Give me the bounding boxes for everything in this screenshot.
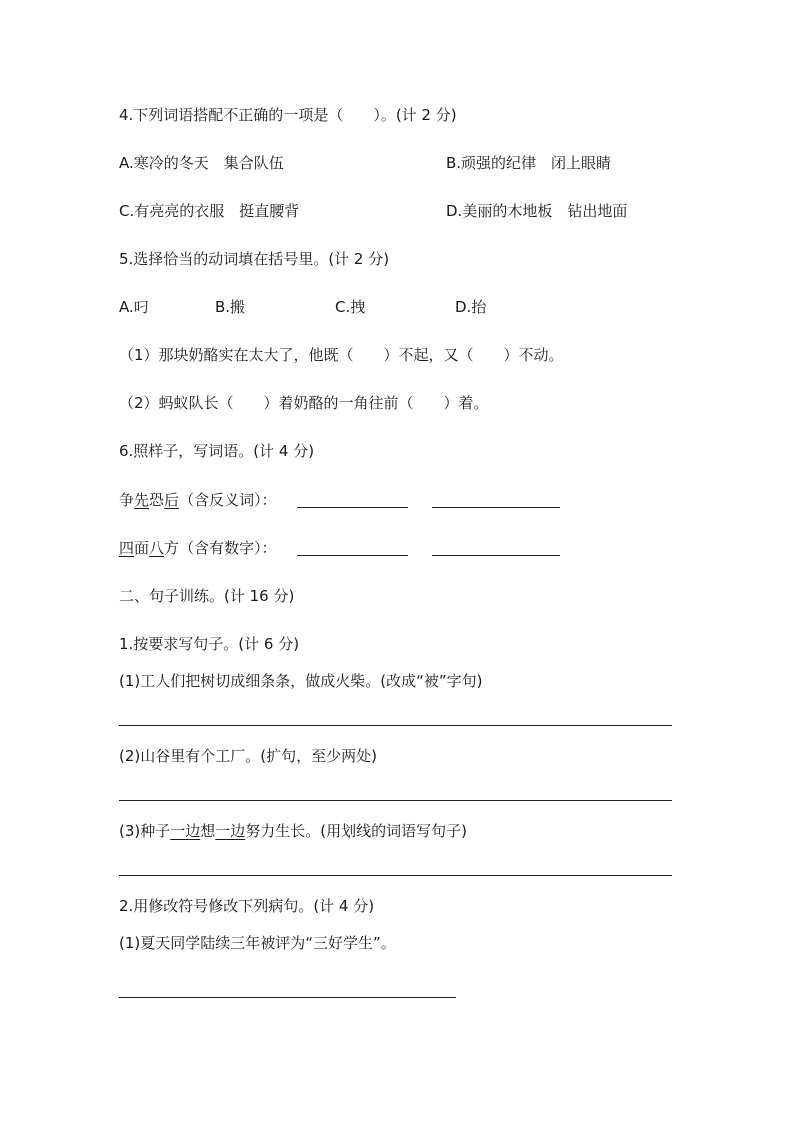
s1-item-3-underlined: 一边 bbox=[215, 822, 246, 840]
s1-item-3 bbox=[119, 821, 467, 841]
s1-item-3-text: 努力生长。(用划线的词语写句子) bbox=[245, 822, 468, 840]
q4-option-d: D.美丽的木地板 钻出地面 bbox=[446, 202, 628, 220]
q6-example-2-char: 面 bbox=[134, 539, 150, 557]
q5-option-a: A.叼 bbox=[119, 298, 149, 316]
q6-answer-blank-1a[interactable] bbox=[297, 507, 408, 508]
s1-item-2: (2)山谷里有个工厂。(扩句，至少两处) bbox=[119, 747, 377, 765]
q4-option-b: B.顽强的纪律 闭上眼睛 bbox=[446, 154, 612, 172]
q6-title: 6.照样子，写词语。(计 4 分) bbox=[119, 442, 315, 460]
q5-item-2: （2）蚂蚁队长（ ）着奶酪的一角往前（ ）着。 bbox=[119, 394, 489, 412]
q5-item-1: （1）那块奶酪实在太大了，他既（ ）不起，又（ ）不动。 bbox=[119, 346, 564, 364]
q6-example-2-note: （含有数字）： bbox=[179, 539, 277, 557]
q5-option-c: C.拽 bbox=[335, 298, 366, 316]
section-2-title: 二、句子训练。(计 16 分) bbox=[119, 587, 295, 605]
q6-example-1-underlined: 先 bbox=[134, 491, 150, 509]
s2-title: 2.用修改符号修改下列病句。(计 4 分) bbox=[119, 897, 375, 915]
q6-answer-blank-1b[interactable] bbox=[432, 507, 560, 508]
s1-answer-line-2[interactable] bbox=[119, 800, 672, 801]
q6-example-2-underlined: 八 bbox=[149, 539, 165, 557]
s1-item-3-text: 想 bbox=[200, 822, 216, 840]
q6-example-2 bbox=[119, 538, 277, 558]
q5-option-d: D.抬 bbox=[455, 298, 487, 316]
q5-option-b: B.搬 bbox=[215, 298, 246, 316]
q4-option-c: C.有亮亮的衣服 挺直腰背 bbox=[119, 202, 300, 220]
q6-example-2-char: 方 bbox=[164, 539, 180, 557]
q6-example-1-underlined: 后 bbox=[164, 491, 180, 509]
s1-title: 1.按要求写句子。(计 6 分) bbox=[119, 635, 300, 653]
q6-example-1-char: 恐 bbox=[149, 491, 165, 509]
q6-example-1-char: 争 bbox=[119, 491, 135, 509]
s1-item-3-underlined: 一边 bbox=[170, 822, 201, 840]
q5-title: 5.选择恰当的动词填在括号里。(计 2 分) bbox=[119, 250, 390, 268]
s2-answer-line-1[interactable] bbox=[119, 997, 456, 998]
s1-item-3-text: (3)种子 bbox=[119, 822, 171, 840]
q6-answer-blank-2b[interactable] bbox=[432, 555, 560, 556]
q6-example-1 bbox=[119, 490, 277, 510]
s2-item-1: (1)夏天同学陆续三年被评为“三好学生”。 bbox=[119, 934, 396, 952]
s1-item-1: (1)工人们把树切成细条条，做成火柴。(改成“被”字句) bbox=[119, 672, 483, 690]
s1-answer-line-1[interactable] bbox=[119, 725, 672, 726]
q6-example-1-note: （含反义词）： bbox=[179, 491, 277, 509]
q6-answer-blank-2a[interactable] bbox=[297, 555, 408, 556]
s1-answer-line-3[interactable] bbox=[119, 875, 672, 876]
q4-option-a: A.寒冷的冬天 集合队伍 bbox=[119, 154, 284, 172]
q6-example-2-underlined: 四 bbox=[119, 539, 135, 557]
q4-title: 4.下列词语搭配不正确的一项是（ ）。(计 2 分) bbox=[119, 106, 457, 124]
